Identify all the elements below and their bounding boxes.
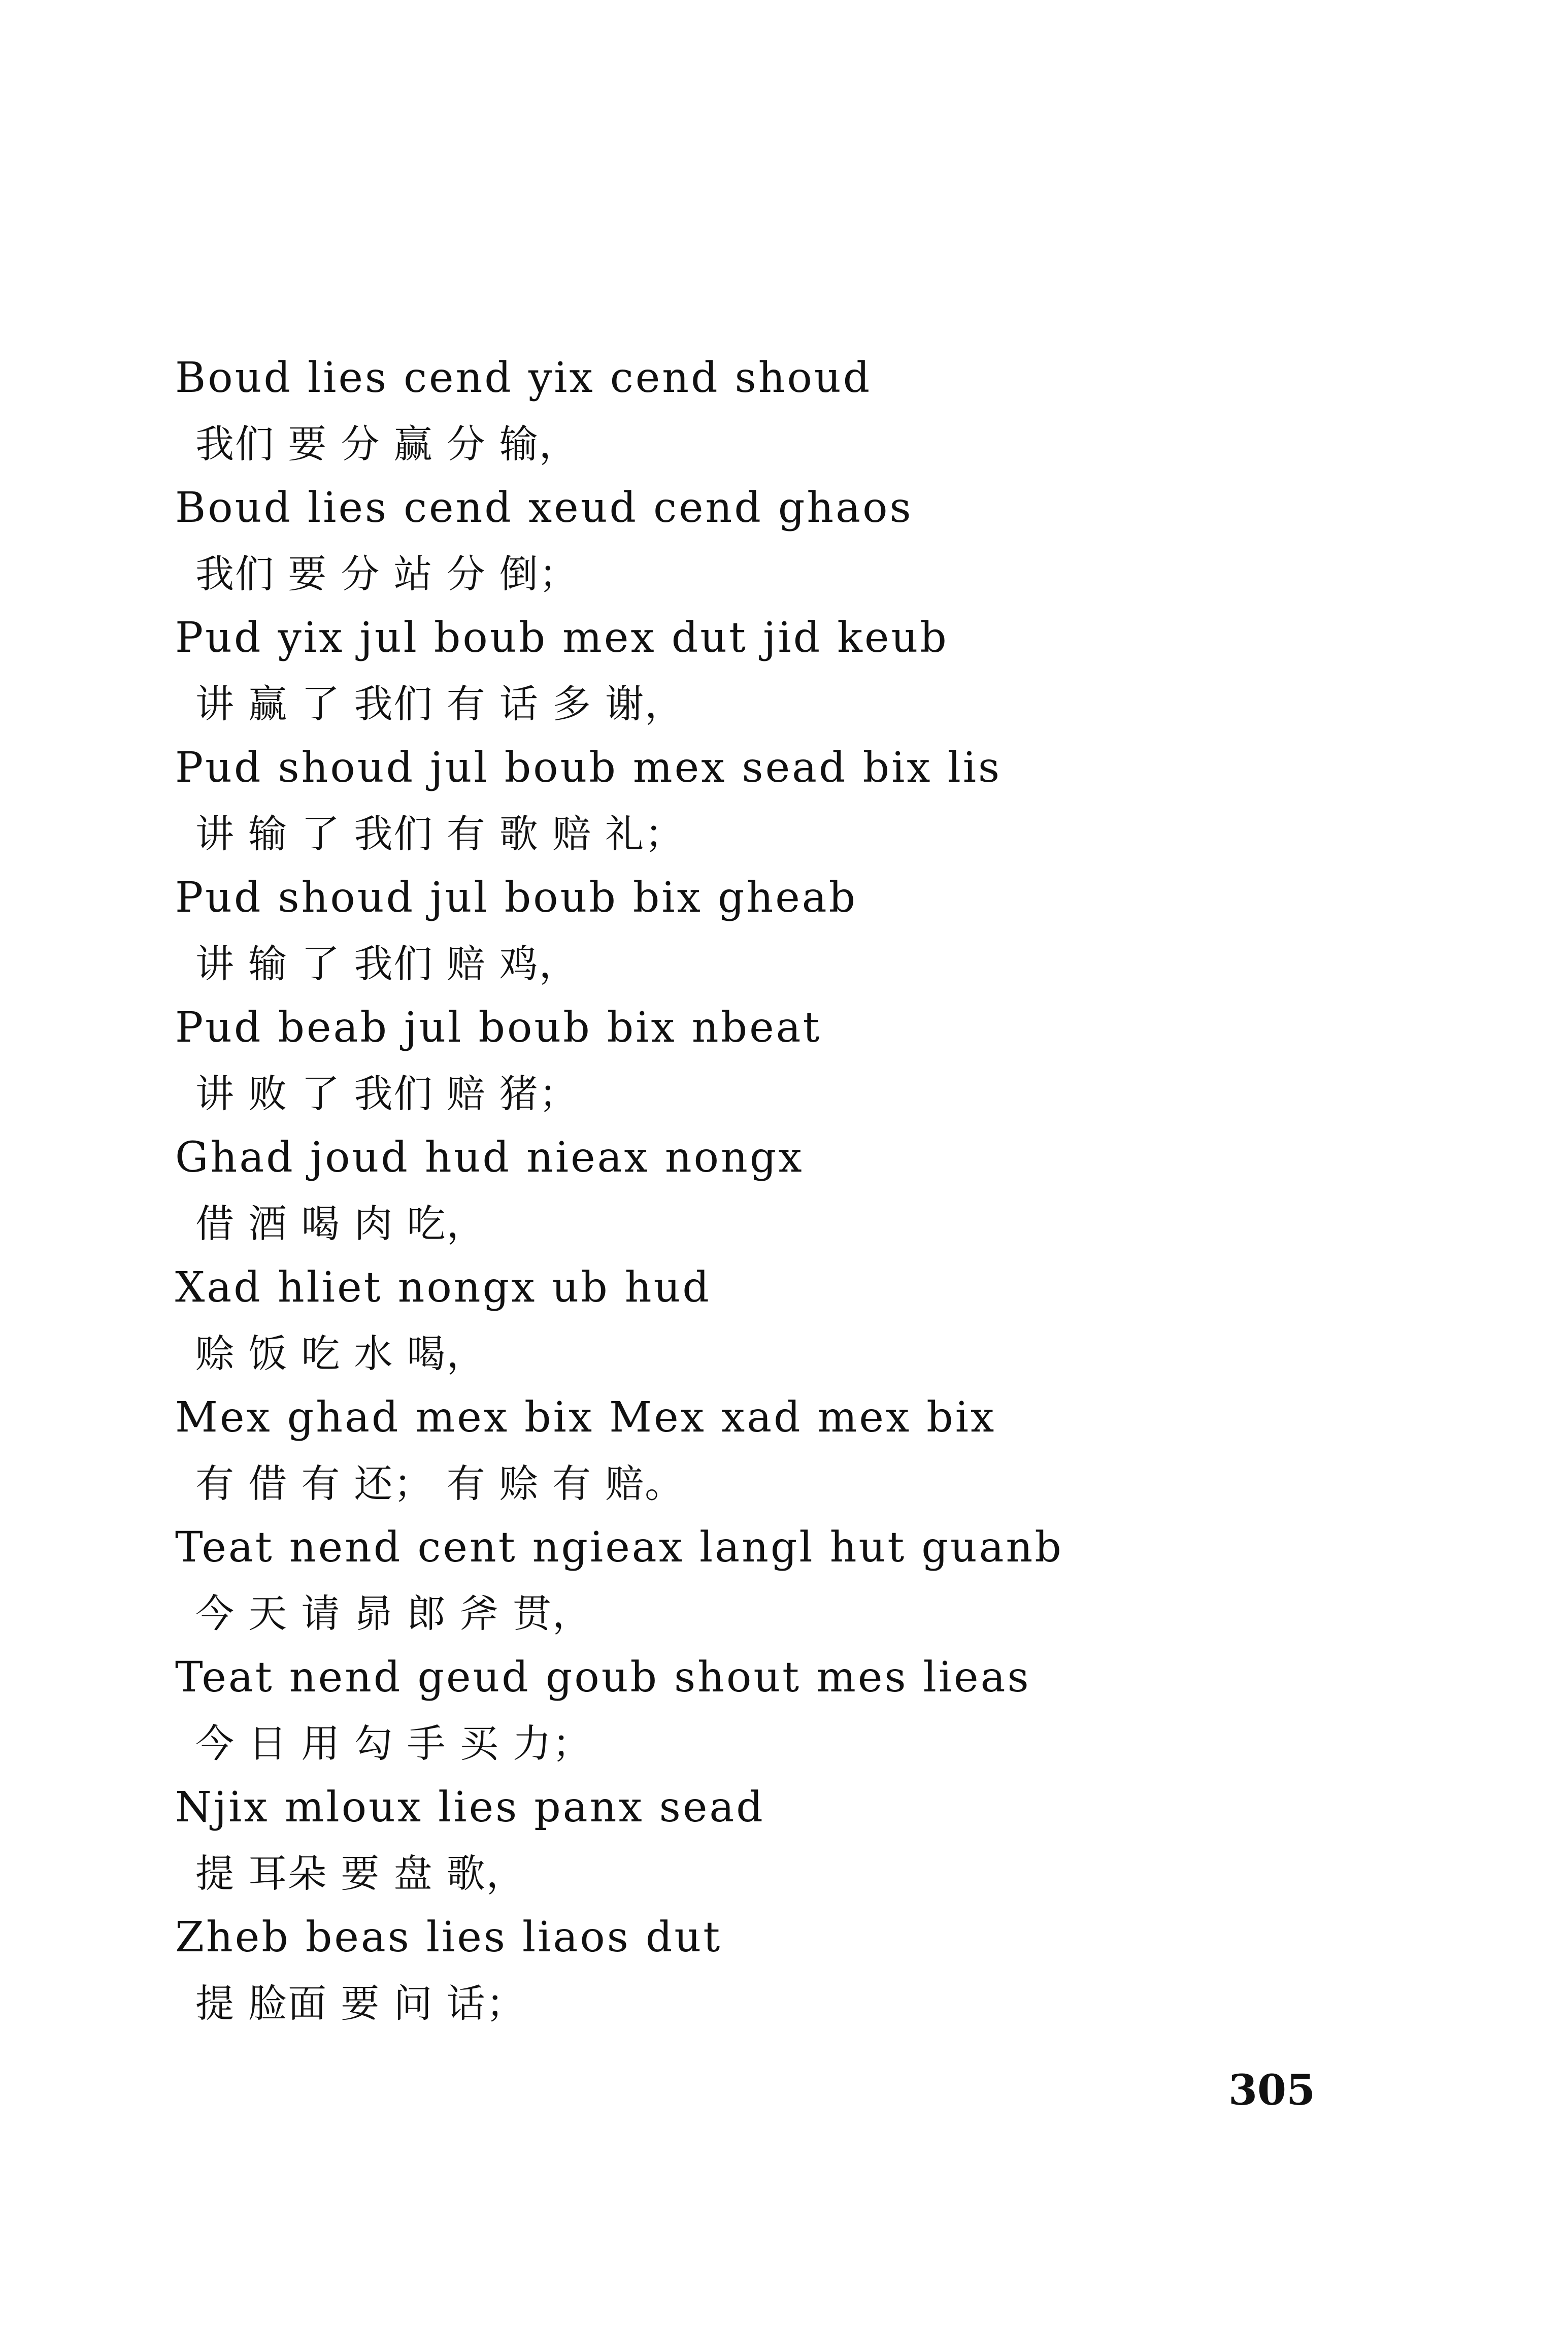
poem-line xyxy=(175,1775,1241,1905)
chinese-line: 我们 要 分 赢 分 输， xyxy=(195,421,579,467)
poem-line xyxy=(175,1905,1241,2035)
romanized-line: Xad hliet nongx ub hud xyxy=(175,1263,711,1312)
poem-line xyxy=(175,995,1241,1125)
page-number: 305 xyxy=(1228,2066,1316,2115)
romanized-line: Pud shoud jul boub mex sead bix lis xyxy=(175,744,1002,792)
chinese-line: 讲 赢 了 我们 有 话 多 谢， xyxy=(195,681,685,726)
romanized-line: Boud lies cend xeud cend ghaos xyxy=(175,484,913,532)
chinese-line: 有 借 有 还； 有 赊 有 赔。 xyxy=(195,1461,685,1506)
poem-line xyxy=(175,865,1241,995)
chinese-line: 提 耳朵 要 盘 歌， xyxy=(195,1851,526,1896)
romanized-line: Pud shoud jul boub bix gheab xyxy=(175,874,858,922)
poem-body xyxy=(175,345,1241,2035)
chinese-line: 提 脸面 要 问 话； xyxy=(195,1981,526,2026)
romanized-line: Mex ghad mex bix Mex xad mex bix xyxy=(175,1393,996,1442)
poem-line xyxy=(175,1125,1241,1255)
romanized-line: Ghad joud hud nieax nongx xyxy=(175,1134,804,1182)
poem-line xyxy=(175,475,1241,605)
romanized-line: Pud yix jul boub mex dut jid keub xyxy=(175,614,949,662)
romanized-line: Pud beab jul boub bix nbeat xyxy=(175,1004,822,1052)
chinese-line: 讲 输 了 我们 有 歌 赔 礼； xyxy=(195,811,685,856)
romanized-line: Teat nend cent ngieax langl hut guanb xyxy=(175,1523,1063,1572)
poem-line xyxy=(175,1255,1241,1385)
chinese-line: 讲 输 了 我们 赔 鸡， xyxy=(195,941,579,986)
chinese-line: 借 酒 喝 肉 吃， xyxy=(195,1201,486,1246)
chinese-line: 赊 饭 吃 水 喝， xyxy=(195,1331,486,1376)
poem-line xyxy=(175,1645,1241,1775)
chinese-line: 今 日 用 勾 手 买 力； xyxy=(195,1721,592,1766)
romanized-line: Teat nend geud goub shout mes lieas xyxy=(175,1653,1031,1702)
chinese-line: 讲 败 了 我们 赔 猪； xyxy=(195,1071,579,1116)
romanized-line: Boud lies cend yix cend shoud xyxy=(175,354,872,402)
chinese-line: 我们 要 分 站 分 倒； xyxy=(195,551,579,596)
chinese-line: 今 天 请 昴 郎 斧 贯， xyxy=(195,1591,592,1636)
poem-line xyxy=(175,1385,1241,1515)
poem-line xyxy=(175,605,1241,735)
romanized-line: Njix mloux lies panx sead xyxy=(175,1783,765,1832)
poem-line xyxy=(175,345,1241,475)
poem-line xyxy=(175,1515,1241,1645)
romanized-line: Zheb beas lies liaos dut xyxy=(175,1913,722,1961)
poem-line xyxy=(175,735,1241,865)
